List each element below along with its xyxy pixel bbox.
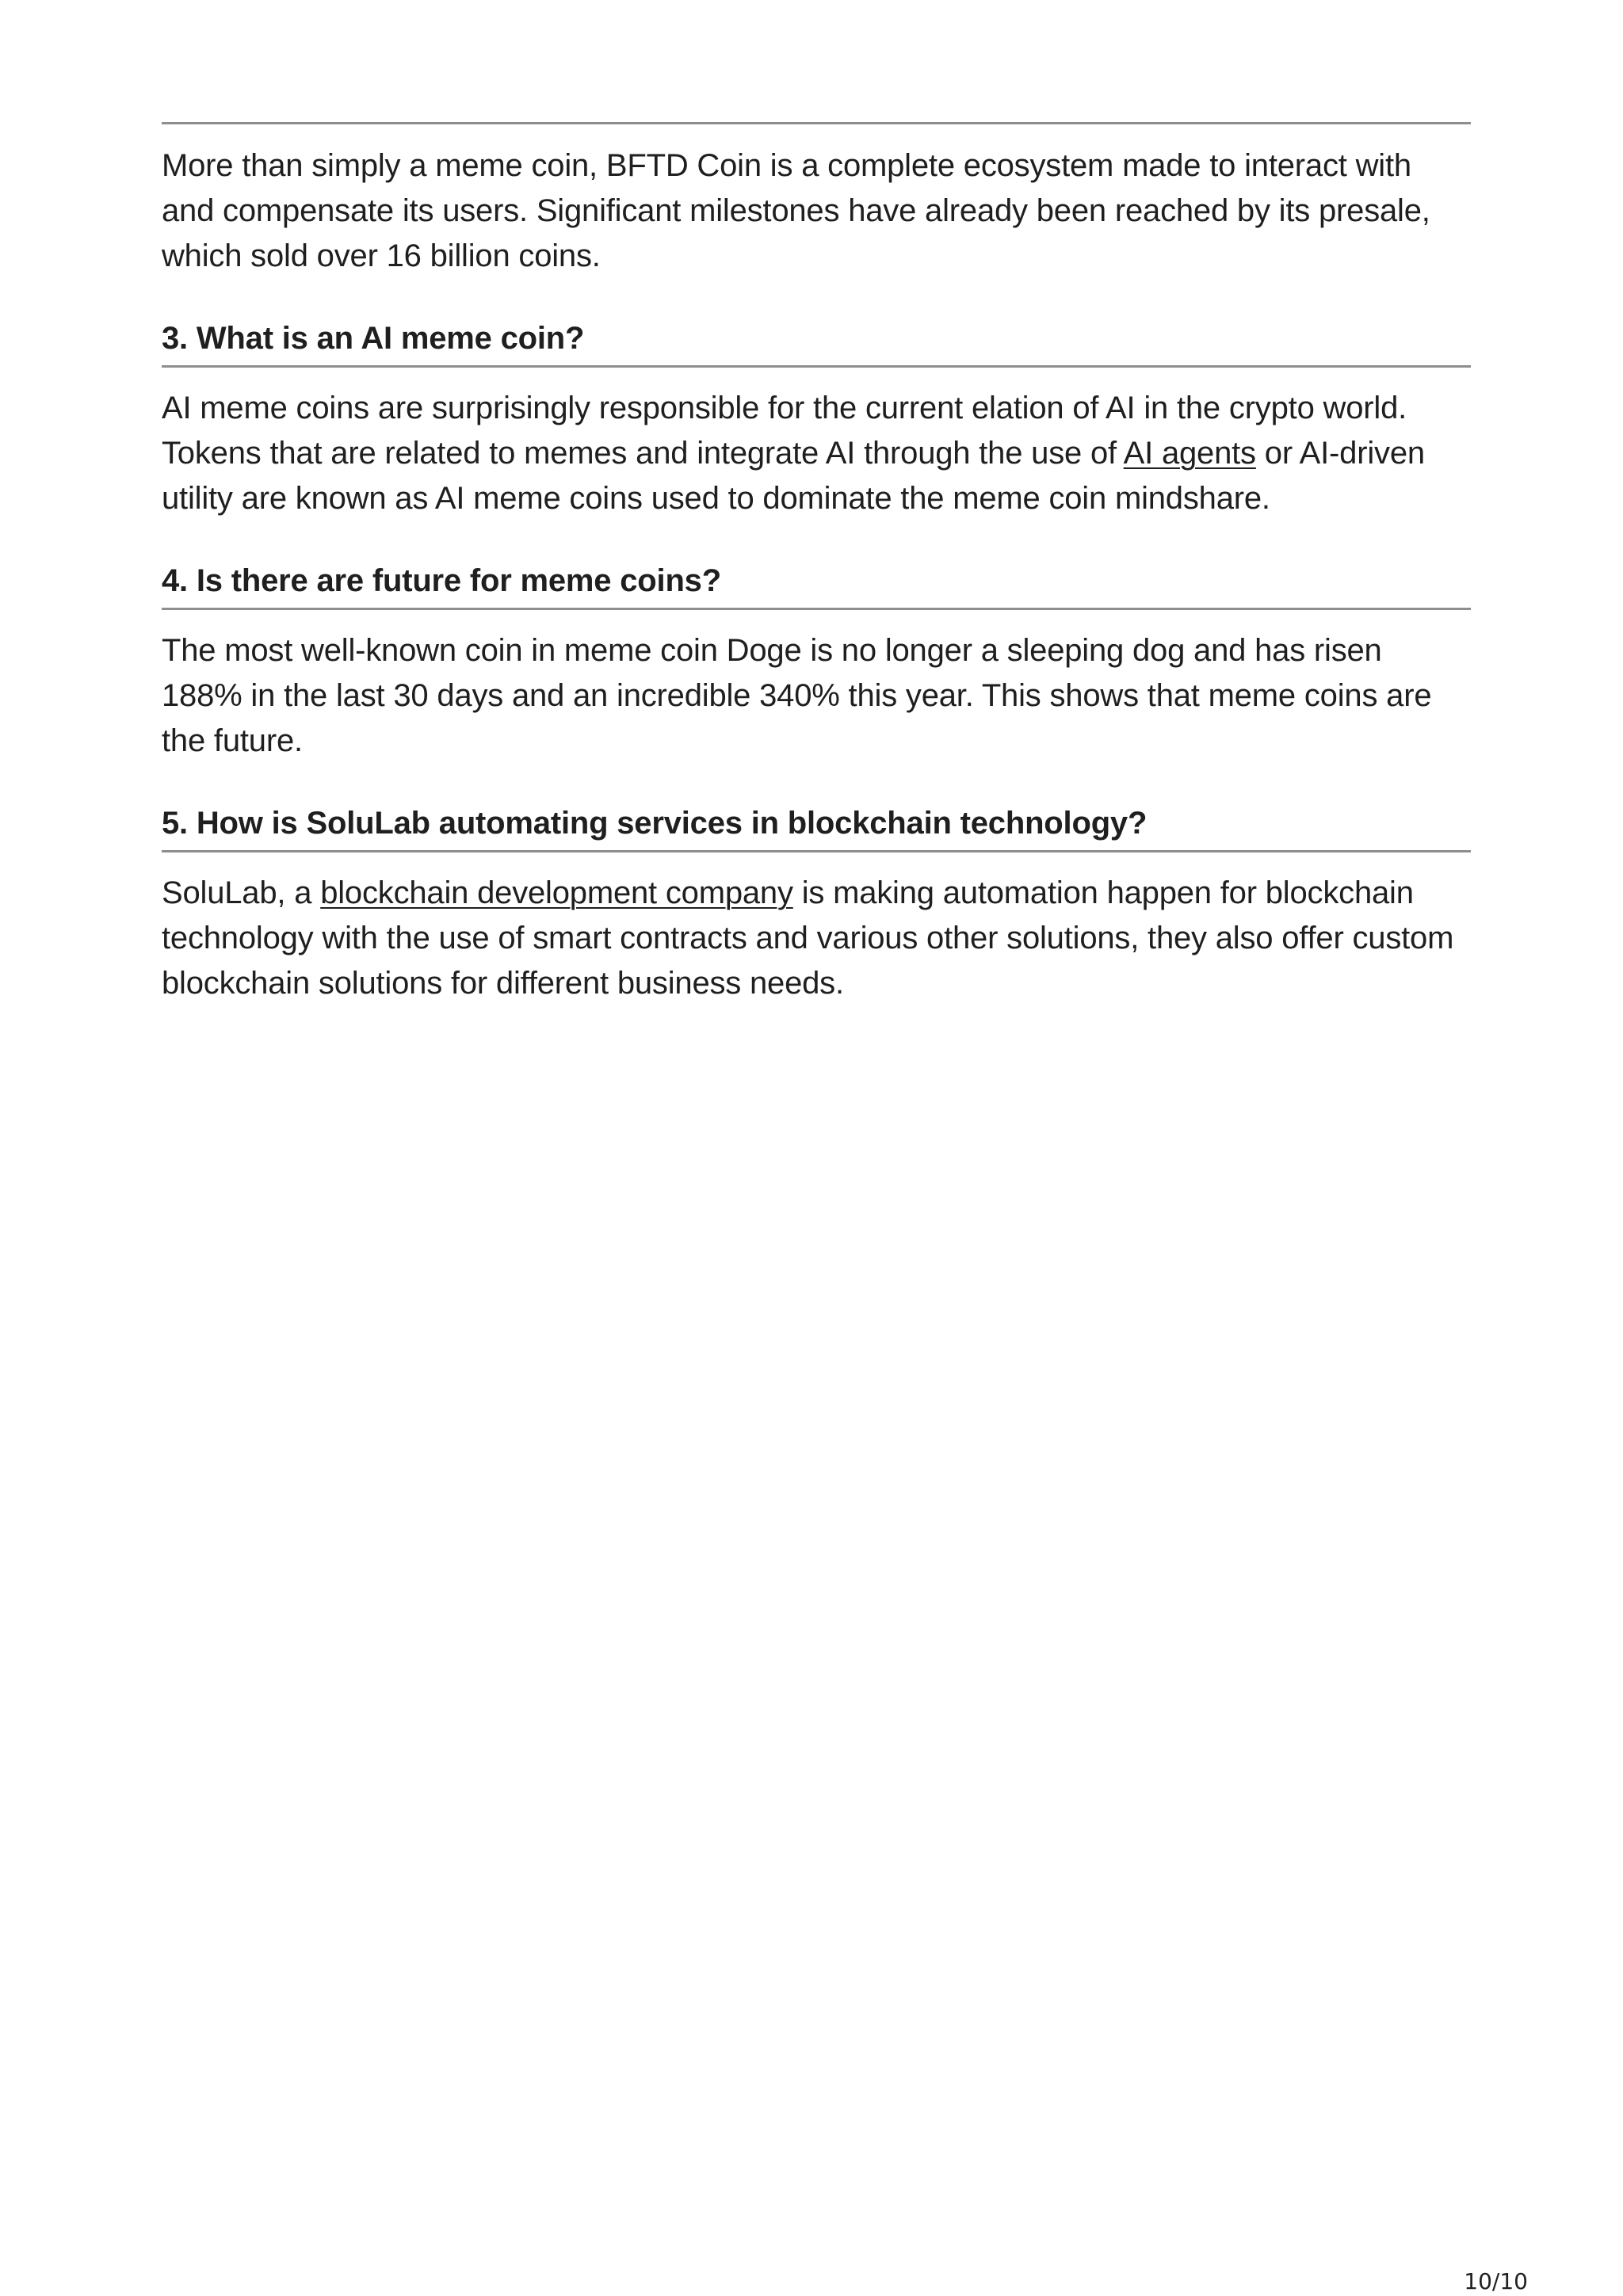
faq-answer-4: The most well-known coin in meme coin Doge is no longer a sleeping dog and has risen 188% in the last 30 days and an incredible 340% this year. This shows that meme coins are the future.: [162, 633, 1432, 758]
ai-agents-link[interactable]: AI agents: [1123, 436, 1256, 471]
section-divider: [162, 365, 1471, 368]
answer-text: or AI-driven utility are known as AI meme coins used to dominate the meme coin mindshare.: [162, 436, 1425, 516]
section-divider: [162, 850, 1471, 852]
answer-text: AI meme coins are surprisingly responsible for the current elation of AI in the crypto world. Tokens that are related to memes and integrate AI through the use of: [162, 391, 1407, 471]
blockchain-development-company-link[interactable]: blockchain development company: [320, 875, 793, 910]
answer-text: is making automation happen for blockchain technology with the use of smart contracts and various other solutions, they also offer custom blockchain solutions for different business needs.: [162, 875, 1454, 1001]
faq-answer-5: [162, 871, 1471, 1006]
page-number: 10/10: [1464, 2268, 1528, 2294]
document-page: [162, 122, 1471, 1006]
section-divider: [162, 608, 1471, 610]
faq-question-4: 4. Is there are future for meme coins?: [162, 563, 721, 598]
faq-question-5: 5. How is SoluLab automating services in blockchain technology?: [162, 806, 1148, 841]
faq-question-3: 3. What is an AI meme coin?: [162, 321, 585, 356]
faq-answer-3: [162, 386, 1471, 521]
intro-paragraph: More than simply a meme coin, BFTD Coin is a complete ecosystem made to interact with and compensate its users. Significant milestones have already been reached by its presale, which sold over 16 billion coins.: [162, 148, 1430, 273]
answer-text: SoluLab, a: [162, 875, 321, 910]
section-divider: [162, 122, 1471, 124]
